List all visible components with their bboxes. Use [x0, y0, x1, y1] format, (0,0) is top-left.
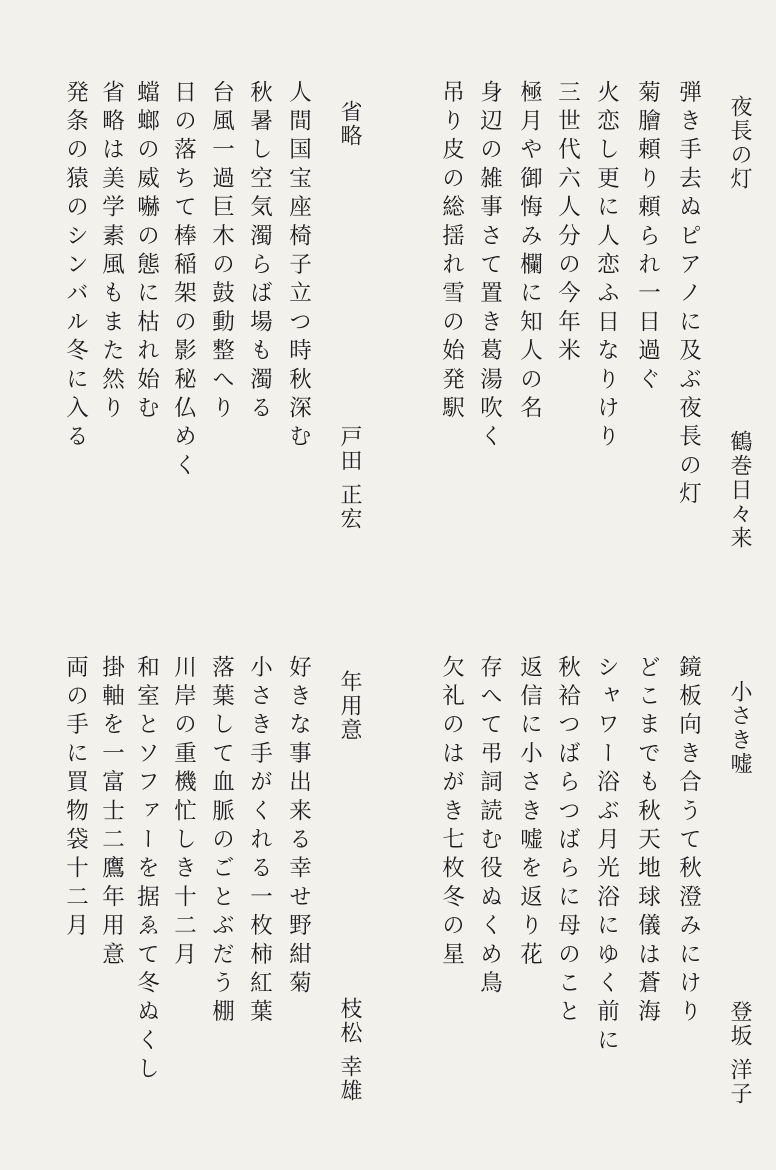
- haiku-line: 発条の猿のシンバル冬に入る: [62, 80, 89, 454]
- author-name: [728, 430, 750, 550]
- haiku-line: 秋袷つばらつばらに母のこと: [554, 655, 581, 1029]
- haiku-line: 火恋し更に人恋ふ日なりけり: [593, 80, 620, 454]
- author-given: 幸雄: [337, 1055, 362, 1103]
- haiku-line: どこまでも秋天地球儀は蒼海: [634, 655, 661, 1029]
- author-family: 枝松: [337, 997, 362, 1045]
- haiku-line: 両の手に買物袋十二月: [62, 655, 89, 942]
- author-family: 登坂: [727, 1000, 752, 1048]
- haiku-line: 鏡板向き合うて秋澄みにけり: [675, 655, 702, 1029]
- author-family: 鶴巻: [727, 430, 752, 478]
- haiku-line: 身辺の雑事さて置き葛湯吹く: [476, 80, 503, 454]
- author-given: 日々来: [727, 478, 752, 550]
- haiku-line: 欠礼のはがき七枚冬の星: [438, 655, 465, 971]
- section-title: 小さき嘘: [727, 680, 752, 776]
- haiku-line: 吊り皮の総揺れ雪の始発駅: [438, 80, 465, 425]
- haiku-line: 和室とソファーを据ゑて冬ぬくし: [133, 655, 160, 1086]
- bottom-half: [0, 585, 776, 1170]
- haiku-line: 掛軸を一富士二鷹年用意: [98, 655, 125, 971]
- section-title: 夜長の灯: [727, 95, 752, 191]
- author-name: [338, 425, 360, 531]
- haiku-line: シャワー浴ぶ月光浴にゆく前に: [593, 655, 620, 1057]
- haiku-line: 弾き手去ぬピアノに及ぶ夜長の灯: [675, 80, 702, 511]
- section-title: 省略: [337, 100, 362, 148]
- haiku-line: 菊膾頼り頼られ一日過ぐ: [634, 80, 661, 396]
- haiku-line: 落葉して血脈のごとぶだう棚: [208, 655, 235, 1029]
- haiku-line: 日の落ちて棒稲架の影秘仏めく: [170, 80, 197, 482]
- haiku-line: 川岸の重機忙しき十二月: [170, 655, 197, 971]
- author-given: 洋子: [727, 1058, 752, 1106]
- haiku-line: 秋暑し空気濁らば場も濁る: [246, 80, 273, 425]
- haiku-line: 小さき手がくれる一枚柿紅葉: [246, 655, 273, 1029]
- haiku-line: 好きな事出来る幸せ野紺菊: [285, 655, 312, 1000]
- author-family: 戸田: [337, 425, 362, 473]
- haiku-line: 極月や御悔み欄に知人の名: [516, 80, 543, 425]
- haiku-line: 人間国宝座椅子立つ時秋深む: [285, 80, 312, 454]
- author-given: 正宏: [337, 483, 362, 531]
- author-name: [338, 997, 360, 1103]
- haiku-line: 省略は美学素風もまた然り: [98, 80, 125, 425]
- author-name: [728, 1000, 750, 1106]
- section-title: 年用意: [337, 670, 362, 742]
- haiku-line: 台風一過巨木の鼓動整へり: [208, 80, 235, 425]
- haiku-line: 返信に小さき嘘を返り花: [516, 655, 543, 971]
- haiku-line: 三世代六人分の今年米: [554, 80, 581, 367]
- haiku-line: 存へて弔詞読む役ぬくめ鳥: [476, 655, 503, 1000]
- haiku-line: 蟷螂の威嚇の態に枯れ始む: [133, 80, 160, 425]
